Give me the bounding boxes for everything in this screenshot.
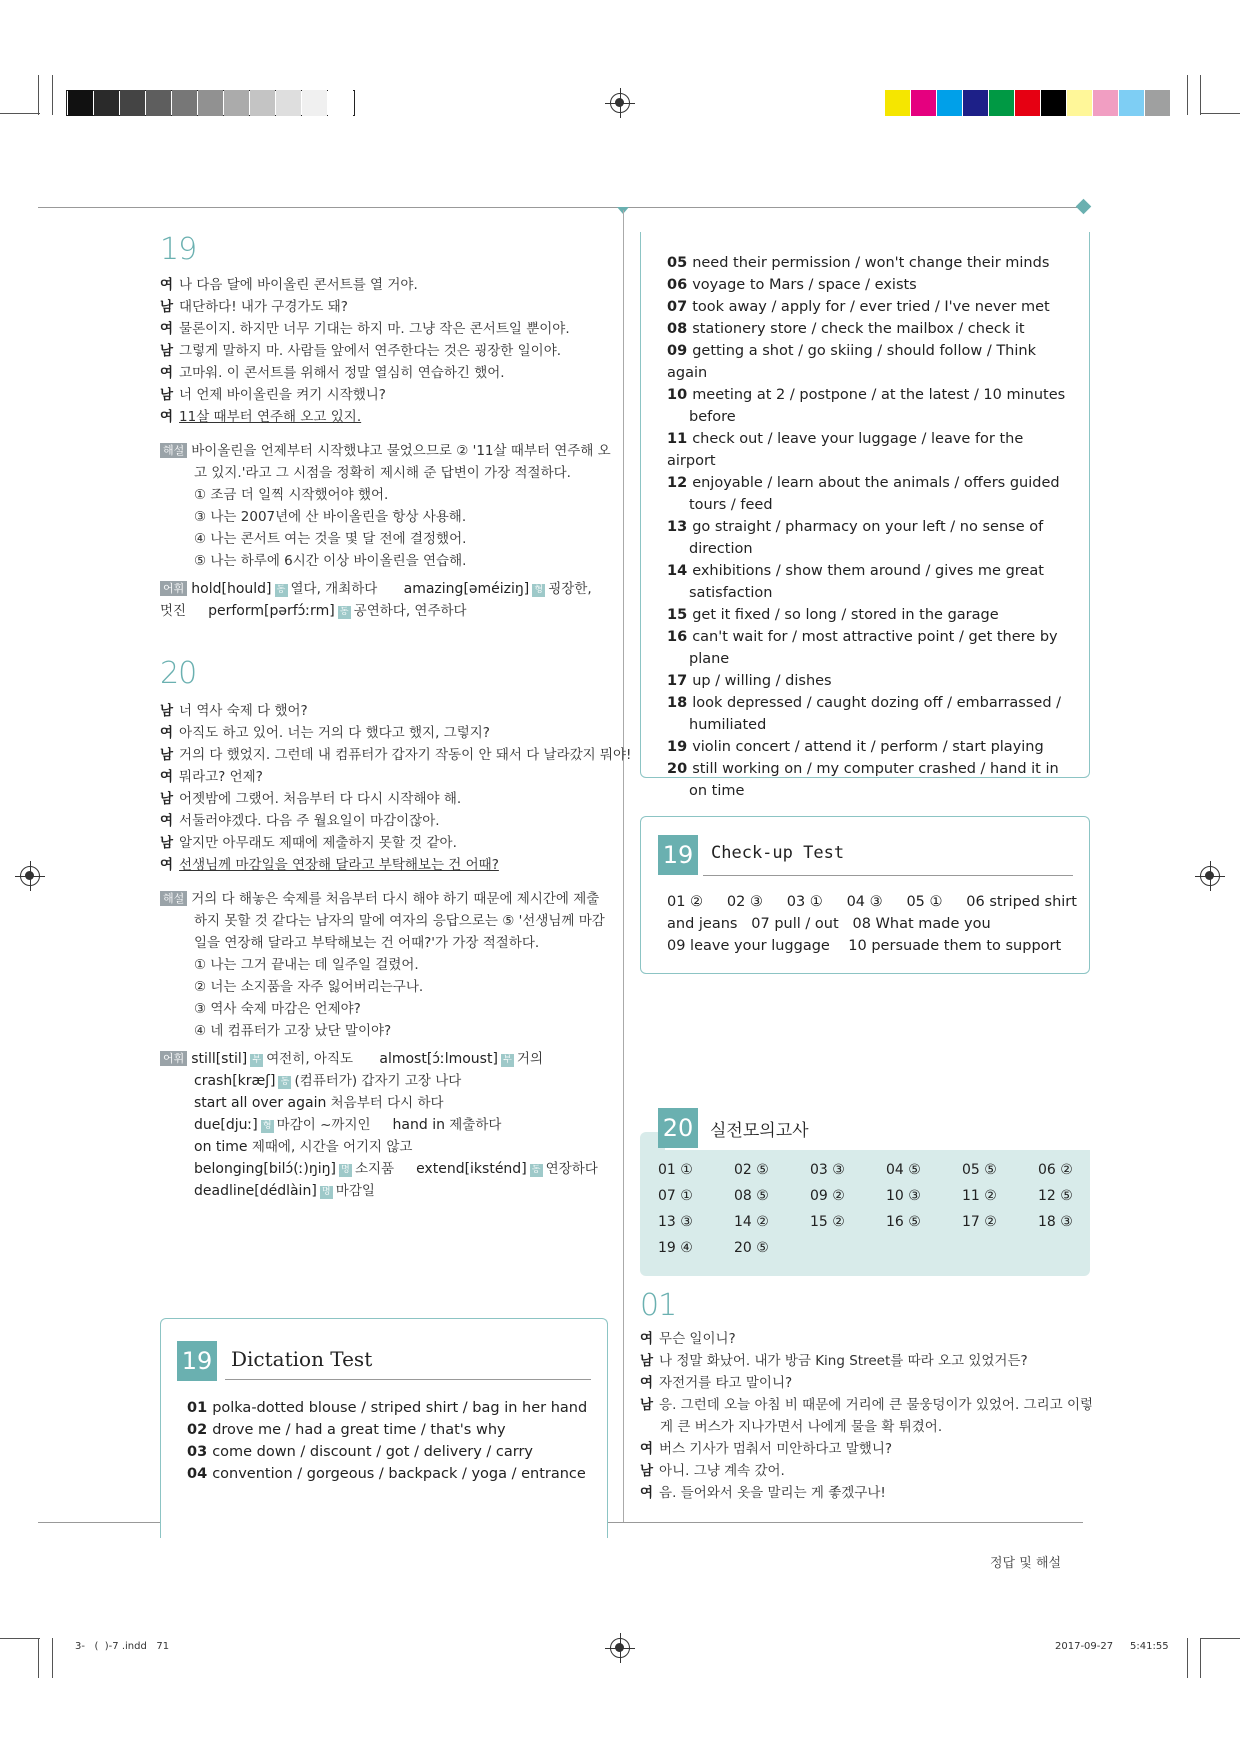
question-number-19: 19 xyxy=(160,232,197,267)
registration-mark-right xyxy=(1200,866,1220,886)
speaker-label: 남 xyxy=(160,835,174,851)
dialogue-text: 자전거를 타고 말이니? xyxy=(659,1375,793,1391)
mock-answer: 19 ④ xyxy=(658,1240,693,1256)
dialogue-text: 응. 그런데 오늘 아침 비 때문에 거리에 큰 물웅덩이가 있었어. 그리고 이렇 xyxy=(659,1397,1094,1413)
speaker-label: 여 xyxy=(640,1331,654,1347)
dictation-answer xyxy=(667,670,1067,692)
gray-swatch xyxy=(172,90,197,116)
color-swatch xyxy=(937,90,962,116)
mock-answer: 12 ⑤ xyxy=(1038,1188,1073,1204)
item-number: 10 xyxy=(667,387,688,403)
dialogue-text: 음. 들어와서 옷을 말리는 게 좋겠구나! xyxy=(659,1485,886,1501)
dialogue-text: 고마워. 이 콘서트를 위해서 정말 열심히 연습하긴 했어. xyxy=(179,365,505,381)
mock-test-title: 실전모의고사 xyxy=(710,1121,809,1141)
slug-time: 5:41:55 xyxy=(1130,1641,1169,1652)
crop-mark xyxy=(1187,75,1188,115)
item-number: 11 xyxy=(667,431,688,447)
item-text: still working on / my computer crashed / hand it in xyxy=(692,761,1059,777)
color-swatch xyxy=(1067,90,1092,116)
dialogue-line xyxy=(640,1438,1095,1460)
dialogue-line xyxy=(160,854,620,876)
mock-answer: 17 ② xyxy=(962,1214,997,1230)
column-divider xyxy=(623,210,624,1523)
dialogue-text: 뭐라고? 언제? xyxy=(179,769,263,785)
dialogue-text: 그렇게 말하지 마. 사람들 앞에서 연주한다는 것은 굉장한 일이야. xyxy=(179,343,562,359)
item-text: took away / apply for / ever tried / I've never met xyxy=(692,299,1050,315)
checkup-answers: 01 ② 02 ③ 03 ① 04 ③ 05 ① 06 striped shirt and jeans 07 pull / out 08 What made you 09 leave your luggage 10 persuade them to support xyxy=(667,894,1077,954)
dialogue-text-continued: 게 큰 버스가 지나가면서 나에게 물을 확 튀겼어. xyxy=(660,1419,943,1435)
registration-mark-left xyxy=(20,866,40,886)
dialogue-line xyxy=(160,810,620,832)
dictation-answers-01-04 xyxy=(187,1397,597,1485)
slug-date: 2017-09-27 xyxy=(1055,1641,1114,1652)
gray-swatch xyxy=(120,90,145,116)
item-number: 08 xyxy=(667,321,688,337)
item-text-continued: on time xyxy=(689,783,745,799)
page-label: 정답 및 해설 xyxy=(990,1556,1062,1571)
color-swatch xyxy=(911,90,936,116)
speaker-label: 여 xyxy=(160,769,174,785)
item-text: meeting at 2 / postpone / at the latest / 10 minutes xyxy=(692,387,1066,403)
item-text: getting a shot / go skiing / should follow / Think again xyxy=(667,343,1036,381)
speaker-label: 남 xyxy=(160,747,174,763)
q01-dialogue xyxy=(640,1328,1095,1504)
vocab-tag: 어휘 xyxy=(160,1051,187,1066)
dialogue-text: 물론이지. 하지만 너무 기대는 하지 마. 그냥 작은 콘서트일 뿐이야. xyxy=(179,321,570,337)
crop-mark xyxy=(1200,1638,1201,1678)
speaker-label: 남 xyxy=(160,387,174,403)
speaker-label: 여 xyxy=(160,365,174,381)
dialogue-line xyxy=(640,1460,1095,1482)
dictation-answer xyxy=(667,340,1067,384)
dictation-continued-box xyxy=(640,232,1090,799)
dialogue-text: 거의 다 했었지. 그런데 내 컴퓨터가 갑자기 작동이 안 돼서 다 날라갔지 뭐야! xyxy=(179,747,632,763)
mock-answer: 02 ⑤ xyxy=(734,1162,769,1178)
color-swatch xyxy=(963,90,988,116)
dialogue-line xyxy=(160,274,615,296)
dialogue-line xyxy=(640,1328,1095,1350)
item-number: 13 xyxy=(667,519,688,535)
speaker-label: 여 xyxy=(160,857,174,873)
mock-answer: 01 ① xyxy=(658,1162,693,1178)
mock-answer: 05 ⑤ xyxy=(962,1162,997,1178)
item-text: exhibitions / show them around / gives me great xyxy=(692,563,1044,579)
dialogue-text: 너 언제 바이올린을 켜기 시작했니? xyxy=(179,387,386,403)
speaker-label: 남 xyxy=(160,703,174,719)
gray-swatch xyxy=(276,90,301,116)
speaker-label: 여 xyxy=(640,1375,654,1391)
speaker-label: 여 xyxy=(160,321,174,337)
item-number: 17 xyxy=(667,673,688,689)
dialogue-line xyxy=(640,1350,1095,1372)
gray-swatch xyxy=(328,90,353,116)
dialogue-text: 나 정말 화났어. 내가 방금 King Street를 따라 오고 있었거든? xyxy=(659,1353,1028,1369)
speaker-label: 남 xyxy=(160,791,174,807)
mock-answer: 13 ③ xyxy=(658,1214,693,1230)
speaker-label: 여 xyxy=(160,813,174,829)
mock-answer: 07 ① xyxy=(658,1188,693,1204)
dialogue-text: 선생님께 마감일을 연장해 달라고 부탁해보는 건 어때? xyxy=(179,857,499,873)
mock-test-answers xyxy=(658,1162,1088,1272)
speaker-label: 남 xyxy=(640,1397,654,1413)
dictation-answer xyxy=(667,560,1067,582)
item-number: 16 xyxy=(667,629,688,645)
item-text: up / willing / dishes xyxy=(692,673,832,689)
item-number: 09 xyxy=(667,343,688,359)
q20-explanation: 해설 거의 다 해놓은 숙제를 처음부터 다시 해야 하기 때문에 제시간에 제출 하지 못할 것 같다는 남자의 말에 여자의 응답으로는 ⑤ '선생님께 마감 일을 연장해 달라고 부탁해보는 건 어때?'가 가장 적절하다. ① 나는 그거 끝내는 데 일주일 걸렸어. ② 너는 소지품을 자주 잃어버리는구나. ③ 역사 숙제 마감은 언제야? ④ 네 컴퓨터가 고장 났단 말이야? xyxy=(160,888,620,1042)
dialogue-line xyxy=(160,362,615,384)
q20-dialogue xyxy=(160,700,632,876)
dialogue-line xyxy=(640,1482,1095,1504)
dialogue-text: 아니. 그냥 계속 갔어. xyxy=(659,1463,785,1479)
dialogue-line xyxy=(160,766,620,788)
item-number: 18 xyxy=(667,695,688,711)
dialogue-text: 나 다음 달에 바이올린 콘서트를 열 거야. xyxy=(179,277,418,293)
dictation-title-rule xyxy=(225,1379,591,1380)
mock-answer: 15 ② xyxy=(810,1214,845,1230)
item-text: can't wait for / most attractive point / get there by xyxy=(692,629,1058,645)
color-swatch xyxy=(1119,90,1144,116)
crop-mark xyxy=(52,1638,53,1678)
dictation-answer xyxy=(667,516,1067,538)
item-text: check out / leave your luggage / leave for the airport xyxy=(667,431,1024,469)
item-text: convention / gorgeous / backpack / yoga / entrance xyxy=(212,1466,586,1482)
speaker-label: 여 xyxy=(160,725,174,741)
mock-answer: 10 ③ xyxy=(886,1188,921,1204)
dialogue-line xyxy=(160,406,615,428)
item-number: 12 xyxy=(667,475,688,491)
dialogue-text: 11살 때부터 연주해 오고 있지. xyxy=(179,409,362,425)
dictation-answer xyxy=(187,1441,597,1463)
dialogue-line xyxy=(160,700,620,722)
crop-mark xyxy=(1200,75,1201,115)
color-swatch xyxy=(1041,90,1066,116)
checkup-test-title: Check-up Test xyxy=(711,843,845,863)
dialogue-line xyxy=(160,722,620,744)
mock-answer: 14 ② xyxy=(734,1214,769,1230)
registration-mark-top xyxy=(610,93,630,113)
slug-file: 3- ( )-7 .indd 71 xyxy=(75,1641,170,1652)
gray-swatch xyxy=(224,90,249,116)
gray-swatch xyxy=(94,90,119,116)
dictation-answer xyxy=(667,318,1067,340)
item-text: violin concert / attend it / perform / start playing xyxy=(692,739,1044,755)
dialogue-line xyxy=(160,384,615,406)
dialogue-line xyxy=(640,1394,1095,1416)
gray-swatch xyxy=(198,90,223,116)
q19-dialogue xyxy=(160,274,615,428)
dictation-answer xyxy=(667,384,1067,406)
dictation-answer xyxy=(667,758,1067,780)
question-number-01: 01 xyxy=(640,1288,677,1323)
dictation-answers-05-20 xyxy=(667,252,1067,802)
mock-answer: 08 ⑤ xyxy=(734,1188,769,1204)
dialogue-text: 어젯밤에 그랬어. 처음부터 다 다시 시작해야 해. xyxy=(179,791,462,807)
item-number: 15 xyxy=(667,607,688,623)
crop-mark xyxy=(1200,1638,1240,1639)
dictation-test-box xyxy=(160,1318,608,1538)
mock-answer: 03 ③ xyxy=(810,1162,845,1178)
item-number: 04 xyxy=(187,1466,208,1482)
dialogue-line xyxy=(160,318,615,340)
mock-answer: 16 ⑤ xyxy=(886,1214,921,1230)
color-swatch xyxy=(1145,90,1170,116)
speaker-label: 여 xyxy=(640,1485,654,1501)
item-text-continued: before xyxy=(689,409,736,425)
dictation-answer xyxy=(667,736,1067,758)
top-rule-diamond xyxy=(1076,199,1092,215)
item-text-continued: humiliated xyxy=(689,717,767,733)
crop-mark xyxy=(0,113,40,114)
item-number: 06 xyxy=(667,277,688,293)
dialogue-text: 서둘러야겠다. 다음 주 월요일이 마감이잖아. xyxy=(179,813,440,829)
dictation-answer xyxy=(187,1463,597,1485)
crop-mark xyxy=(38,1638,39,1678)
dictation-answer xyxy=(667,692,1067,714)
item-text-continued: direction xyxy=(689,541,753,557)
speaker-label: 남 xyxy=(640,1463,654,1479)
explanation-tag: 해설 xyxy=(160,891,187,906)
item-number: 03 xyxy=(187,1444,208,1460)
dictation-test-title: Dictation Test xyxy=(231,1347,373,1371)
dialogue-text: 아직도 하고 있어. 너는 거의 다 했다고 했지, 그렇지? xyxy=(179,725,490,741)
dialogue-line xyxy=(160,788,620,810)
item-number: 19 xyxy=(667,739,688,755)
dictation-answer xyxy=(187,1397,597,1419)
item-text: get it fixed / so long / stored in the garage xyxy=(692,607,999,623)
q19-explanation: 해설 바이올린을 언제부터 시작했냐고 물었으므로 ② '11살 때부터 연주해 오 고 있지.'라고 그 시점을 정확히 제시해 준 답변이 가장 적절하다. ① 조금 더 일찍 시작했어야 했어. ③ 나는 2007년에 산 바이올린을 항상 사용해. ④ 나는 콘서트 여는 것을 몇 달 전에 결정했어. ⑤ 나는 하루에 6시간 이상 바이올린을 연습해. xyxy=(160,440,615,572)
item-text: polka-dotted blouse / striped shirt / bag in her hand xyxy=(212,1400,588,1416)
dialogue-line xyxy=(640,1372,1095,1394)
gray-swatch xyxy=(250,90,275,116)
registration-mark-bottom xyxy=(610,1638,630,1658)
crop-mark xyxy=(0,1638,40,1639)
mock-answer: 06 ② xyxy=(1038,1162,1073,1178)
color-swatch xyxy=(1015,90,1040,116)
dictation-answer xyxy=(667,472,1067,494)
dialogue-line xyxy=(160,296,615,318)
item-number: 01 xyxy=(187,1400,208,1416)
mock-answer: 20 ⑤ xyxy=(734,1240,769,1256)
q19-vocabulary: 어휘 hold[hould] 동 열다, 개최하다 amazing[əméiziŋ] 형 굉장한, 멋진 perform[pərfɔ́ːrm] 동 공연하다, 연주하다 xyxy=(160,581,592,619)
item-text: look depressed / caught dozing off / embarrassed / xyxy=(692,695,1062,711)
crop-mark xyxy=(1187,1638,1188,1678)
dialogue-text: 버스 기사가 멈춰서 미안하다고 말했니? xyxy=(659,1441,893,1457)
item-text: need their permission / won't change their minds xyxy=(692,255,1050,271)
dialogue-text: 대단하다! 내가 구경가도 돼? xyxy=(179,299,348,315)
item-text: voyage to Mars / space / exists xyxy=(692,277,917,293)
dialogue-text: 너 역사 숙제 다 했어? xyxy=(179,703,308,719)
speaker-label: 여 xyxy=(640,1441,654,1457)
gray-swatch xyxy=(68,90,93,116)
mock-answer: 11 ② xyxy=(962,1188,997,1204)
crop-mark xyxy=(52,75,53,115)
dialogue-line xyxy=(160,340,615,362)
mock-test-badge: 20 xyxy=(658,1108,698,1148)
checkup-test-box xyxy=(640,816,1090,974)
item-text: drove me / had a great time / that's why xyxy=(212,1422,506,1438)
dictation-answer xyxy=(667,626,1067,648)
dictation-answer xyxy=(187,1419,597,1441)
item-number: 20 xyxy=(667,761,688,777)
dictation-answer xyxy=(667,252,1067,274)
mock-answer: 18 ③ xyxy=(1038,1214,1073,1230)
mock-answer: 09 ② xyxy=(810,1188,845,1204)
item-number: 05 xyxy=(667,255,688,271)
item-number: 14 xyxy=(667,563,688,579)
color-swatch xyxy=(1093,90,1118,116)
crop-mark xyxy=(1200,113,1240,114)
question-number-20: 20 xyxy=(160,656,197,691)
dialogue-text: 무슨 일이니? xyxy=(659,1331,736,1347)
checkup-title-rule xyxy=(703,875,1073,876)
explanation-tag: 해설 xyxy=(160,443,187,458)
gray-swatch xyxy=(302,90,327,116)
item-number: 02 xyxy=(187,1422,208,1438)
dialogue-line xyxy=(160,832,620,854)
mock-answer: 04 ⑤ xyxy=(886,1162,921,1178)
dictation-answer xyxy=(667,296,1067,318)
item-number: 07 xyxy=(667,299,688,315)
item-text: stationery store / check the mailbox / check it xyxy=(692,321,1025,337)
item-text: come down / discount / got / delivery / carry xyxy=(212,1444,534,1460)
dialogue-line xyxy=(160,744,632,766)
speaker-label: 남 xyxy=(640,1353,654,1369)
q20-vocabulary: 어휘 still[stil] 부 여전히, 아직도 almost[ɔ́ːlmoust] 부 거의 crash[kræʃ] 동 (컴퓨터가) 갑자기 고장 나다 start all over again 처음부터 다시 하다 due[djuː] 형 마감이 ~까지인 hand in 제출하다 on time 제때에, 시간을 어기지 않고 belonging[bilɔ́(ː)ŋiŋ] 명 소지품 extend[iksténd] 동 연장하다 deadline[dédlàin] 명 마감일 xyxy=(160,1048,620,1202)
item-text: enjoyable / learn about the animals / offers guided xyxy=(692,475,1060,491)
checkup-test-badge: 19 xyxy=(658,835,698,875)
dictation-answer xyxy=(667,604,1067,626)
speaker-label: 남 xyxy=(160,299,174,315)
item-text-continued: tours / feed xyxy=(689,497,773,513)
speaker-label: 여 xyxy=(160,277,174,293)
item-text-continued: satisfaction xyxy=(689,585,773,601)
gray-swatch xyxy=(146,90,171,116)
color-swatch xyxy=(989,90,1014,116)
speaker-label: 남 xyxy=(160,343,174,359)
dictation-answer xyxy=(667,274,1067,296)
dictation-answer xyxy=(667,428,1067,472)
item-text: go straight / pharmacy on your left / no sense of xyxy=(692,519,1044,535)
dictation-test-badge: 19 xyxy=(177,1341,217,1381)
speaker-label: 여 xyxy=(160,409,174,425)
top-rule xyxy=(38,207,1083,208)
item-text-continued: plane xyxy=(689,651,730,667)
dialogue-text: 알지만 아무래도 제때에 제출하지 못할 것 같아. xyxy=(179,835,457,851)
color-swatch xyxy=(885,90,910,116)
crop-mark xyxy=(38,75,39,115)
vocab-tag: 어휘 xyxy=(160,581,187,596)
